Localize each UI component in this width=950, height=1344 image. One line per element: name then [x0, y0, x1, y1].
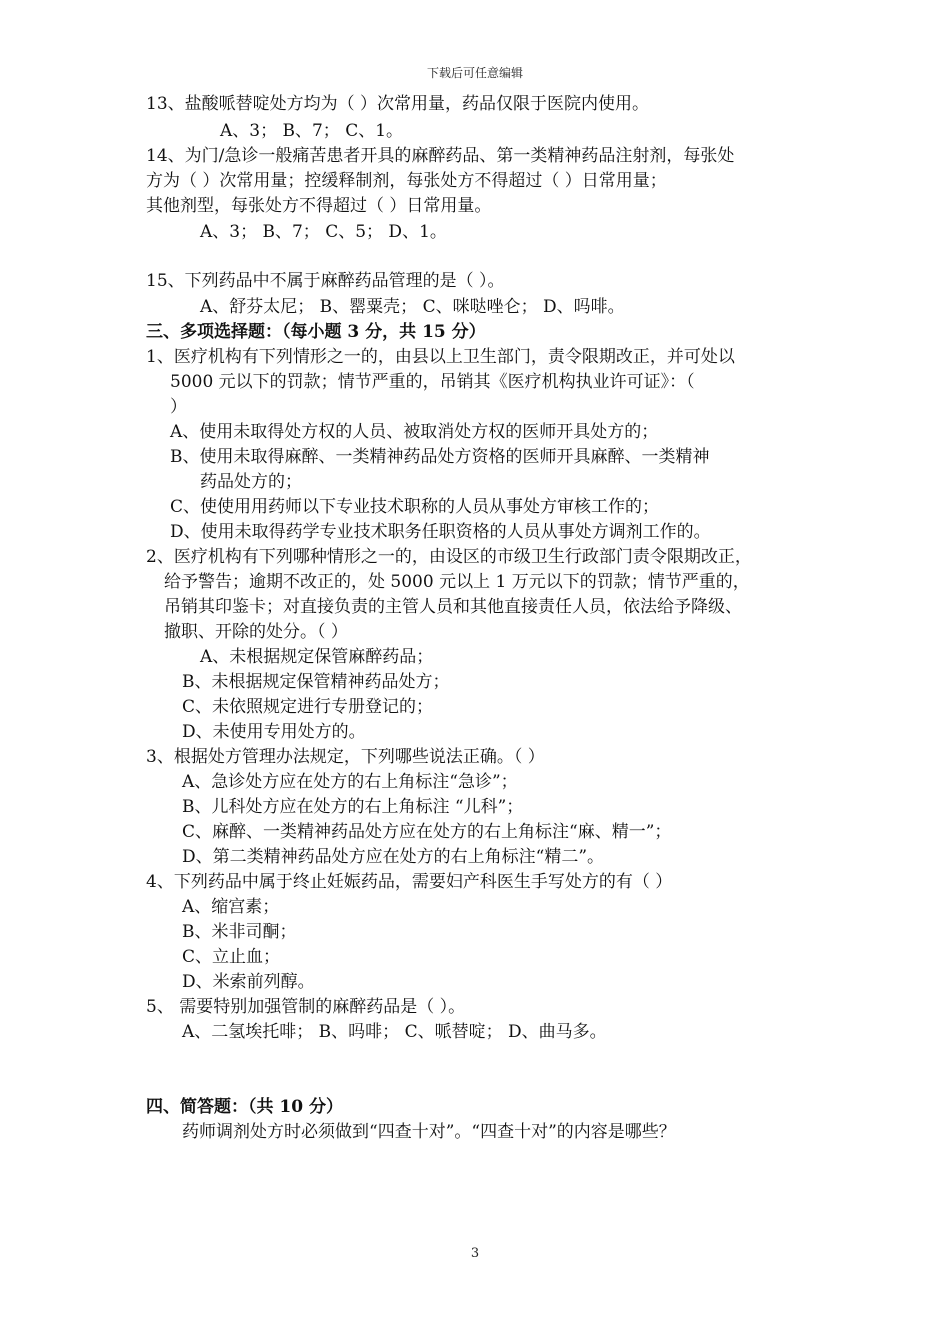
page-number: 3: [470, 1246, 480, 1261]
text-line: D、未使用专用处方的。: [182, 722, 366, 742]
text-line: A、3； B、7； C、1。: [220, 121, 404, 141]
text-line: 14、为门/急诊一般痛苦患者开具的麻醉药品、第一类精神药品注射剂，每张处: [146, 146, 735, 166]
text-line: A、3； B、7； C、5； D、1。: [200, 222, 447, 242]
text-line: D、使用未取得药学专业技术职务任职资格的人员从事处方调剂工作的。: [170, 522, 711, 542]
text-line: 5、 需要特别加强管制的麻醉药品是（ ）。: [146, 997, 466, 1017]
text-line: B、使用未取得麻醉、一类精神药品处方资格的医师开具麻醉、一类精神: [170, 447, 710, 467]
text-line: ）: [170, 397, 187, 417]
text-line: 给予警告；逾期不改正的，处 5000 元以上 1 万元以下的罚款；情节严重的，: [164, 572, 750, 592]
text-line: B、米非司酮；: [182, 922, 297, 942]
text-line: 13、盐酸哌替啶处方均为（ ）次常用量，药品仅限于医院内使用。: [146, 94, 650, 114]
text-line: C、未依照规定进行专册登记的；: [182, 697, 434, 717]
text-line: C、麻醉、一类精神药品处方应在处方的右上角标注“麻、精一”；: [182, 822, 672, 842]
text-line: D、第二类精神药品处方应在处方的右上角标注“精二”。: [182, 847, 605, 867]
page-header: 下载后可任意编辑: [426, 66, 523, 80]
text-line: C、立止血；: [182, 947, 281, 967]
text-line: B、未根据规定保管精神药品处方；: [182, 672, 450, 692]
text-line: A、缩宫素；: [182, 897, 280, 917]
text-line: 3、根据处方管理办法规定，下列哪些说法正确。（ ）: [146, 747, 545, 767]
text-line: 4、下列药品中属于终止妊娠药品，需要妇产科医生手写处方的有（ ）: [146, 872, 673, 892]
text-line: A、使用未取得处方权的人员、被取消处方权的医师开具处方的；: [170, 422, 659, 442]
text-line: 药品处方的；: [200, 472, 302, 492]
text-line: A、未根据规定保管麻醉药品；: [200, 647, 434, 667]
text-line: 2、医疗机构有下列哪种情形之一的，由设区的市级卫生行政部门责令限期改正，: [146, 547, 752, 567]
text-line: 1、医疗机构有下列情形之一的，由县以上卫生部门，责令限期改正，并可处以: [146, 347, 735, 367]
text-line: 撤职、开除的处分。（ ）: [164, 622, 348, 642]
text-line: 其他剂型，每张处方不得超过（ ）日常用量。: [146, 196, 492, 216]
text-line: B、儿科处方应在处方的右上角标注 “儿科”；: [182, 797, 524, 817]
text-line: D、米索前列醇。: [182, 972, 315, 992]
text-line: A、二氢埃托啡； B、吗啡； C、哌替啶； D、曲马多。: [182, 1022, 607, 1042]
text-line: A、急诊处方应在处方的右上角标注“急诊”；: [182, 772, 518, 792]
text-line: 四、简答题：（共 10 分）: [146, 1097, 343, 1117]
text-line: 方为（ ）次常用量；控缓释制剂，每张处方不得超过（ ）日常用量；: [146, 171, 667, 191]
text-line: C、使使用用药师以下专业技术职称的人员从事处方审核工作的；: [170, 497, 660, 517]
text-line: 药师调剂处方时必须做到“四查十对”。“四查十对”的内容是哪些？: [182, 1122, 676, 1142]
text-line: 5000 元以下的罚款；情节严重的，吊销其《医疗机构执业许可证》：（: [170, 372, 695, 392]
text-line: 三、多项选择题：（每小题 3 分，共 15 分）: [146, 322, 486, 342]
text-line: A、舒芬太尼； B、罂粟壳； C、咪哒唑仑； D、吗啡。: [200, 297, 625, 317]
text-line: 15、下列药品中不属于麻醉药品管理的是（ ）。: [146, 271, 505, 291]
text-line: 吊销其印鉴卡；对直接负责的主管人员和其他直接责任人员，依法给予降级、: [164, 597, 742, 617]
